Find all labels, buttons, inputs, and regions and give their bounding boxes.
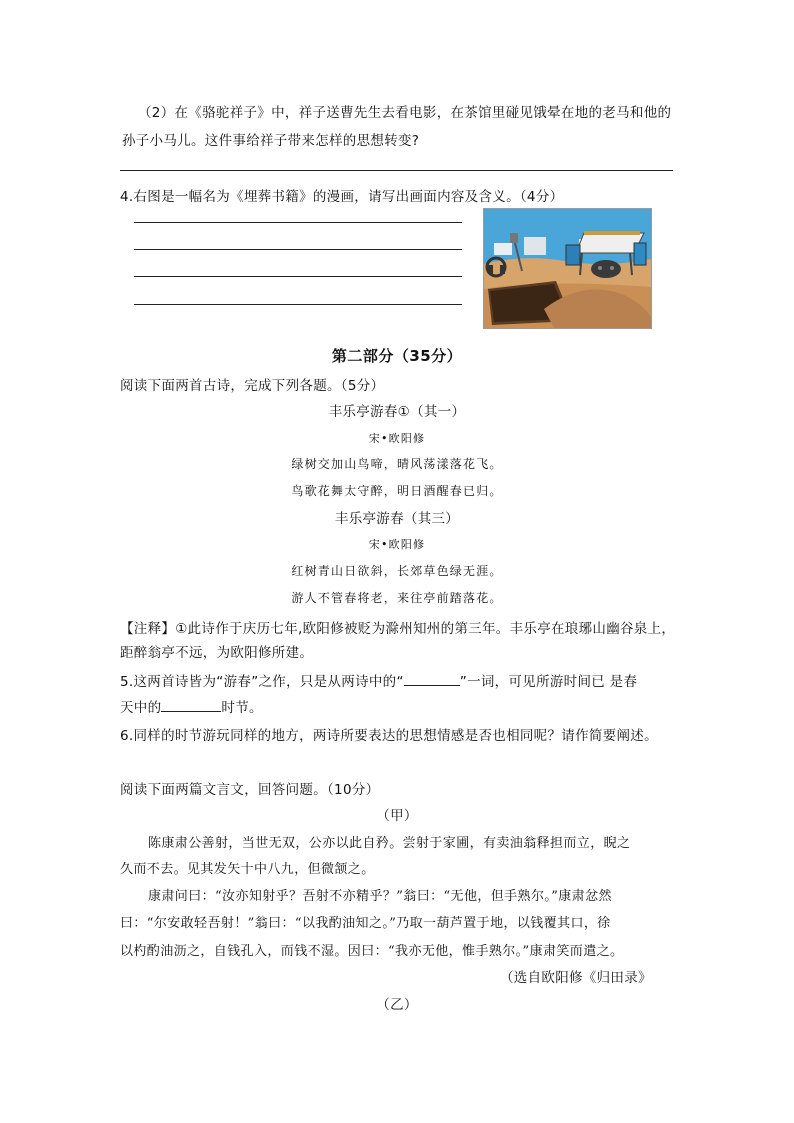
poem2-author: 宋•欧阳修 — [368, 538, 426, 551]
q2-line2: 孙子小马儿。这件事给祥子带来怎样的思想转变? — [122, 133, 420, 149]
poem1-title: 丰乐亭游春①（其一） — [328, 404, 466, 420]
passage-jia-p1-line1: 陈康肃公善射，当世无双，公亦以此自矜。尝射于家圃，有卖油翁释担而立，睨之 — [148, 836, 631, 851]
note-label: 【注释】 — [120, 621, 176, 637]
poem1-line2: 鸟歌花舞太守醉，明日酒醒春已归。 — [291, 484, 503, 498]
passage-jia-p2-line1: 康肃问曰：“汝亦知射乎？吾射不亦精乎？”翁曰：“无他，但手熟尔。”康肃忿然 — [148, 889, 612, 904]
note-line2: 距醉翁亭不远，为欧阳修所建。 — [120, 645, 314, 661]
part2-instruction: 阅读下面两首古诗，完成下列各题。（5分） — [120, 378, 385, 394]
poem2-line2: 游人不管春将老，来往亭前踏落花。 — [291, 591, 503, 605]
q5-text-c: ”之作，只是从两诗中的“ — [251, 674, 404, 690]
passage-jia-p2-line3: 以杓酌油沥之，自钱孔入，而钱不湿。因曰：“我亦无他，惟手熟尔。”康肃笑而遣之。 — [120, 944, 624, 959]
poem1-line1: 绿树交加山鸟啼，晴风荡漾落花飞。 — [291, 457, 503, 471]
answer-line-q4-3 — [134, 276, 462, 277]
note-line1 — [120, 617, 675, 637]
q5-line2 — [120, 696, 263, 716]
poem2-title: 丰乐亭游春（其三） — [334, 511, 460, 527]
q4-text: 4.右图是一幅名为《埋葬书籍》的漫画，请写出画面内容及含义。（4分） — [120, 189, 564, 205]
passage-jia-p2-line2: 曰：“尔安敢轻吾射！”翁曰：“以我酌油知之。”乃取一葫芦置于地，以钱覆其口，徐 — [120, 916, 611, 931]
passage-jia-label: （甲） — [376, 808, 418, 824]
answer-line-q2 — [120, 170, 673, 171]
q5-line1 — [120, 670, 637, 690]
answer-line-q4-2 — [134, 249, 462, 250]
q5-text-f: 时节。 — [221, 700, 263, 716]
q5-text-a: 5.这两首诗皆为“ — [120, 674, 224, 690]
q5-blank-1[interactable] — [404, 685, 460, 686]
q5-text-b: 游春 — [223, 674, 252, 690]
passage-yi-label: （乙） — [376, 997, 418, 1013]
answer-line-q4-4 — [134, 304, 462, 305]
passage-jia-source: （选自欧阳修《归田录》 — [500, 970, 652, 986]
q5-text-e: 天中的 — [120, 700, 162, 716]
poem2-line1: 红树青山日欲斜，长郊草色绿无涯。 — [291, 564, 503, 578]
part2-heading: 第二部分（35分） — [331, 347, 463, 365]
classical-instruction: 阅读下面两篇文言文，回答问题。（10分） — [120, 782, 380, 798]
note-text1: ①此诗作于庆历七年,欧阳修被贬为滁州知州的第三年。丰乐亭在琅琊山幽谷泉上， — [175, 621, 676, 637]
poem1-author: 宋•欧阳修 — [368, 432, 426, 445]
q5-text-d: ”一词，可见所游时间已 是春 — [459, 674, 638, 690]
comic-burying-books-image — [483, 208, 652, 329]
passage-jia-p1-line2: 久而不去。见其发矢十中八九，但微颔之。 — [120, 862, 375, 877]
q6-text: 6.同样的时节游玩同样的地方，两诗所要表达的思想情感是否也相同呢？请作简要阐述。 — [120, 728, 658, 744]
q5-blank-2[interactable] — [161, 711, 221, 712]
comic-burying-books-illustration — [484, 209, 651, 328]
answer-line-q4-1 — [134, 222, 462, 223]
q2-line1: （2）在《骆驼祥子》中，祥子送曹先生去看电影，在茶馆里碰见饿晕在地的老马和他的 — [138, 105, 672, 121]
